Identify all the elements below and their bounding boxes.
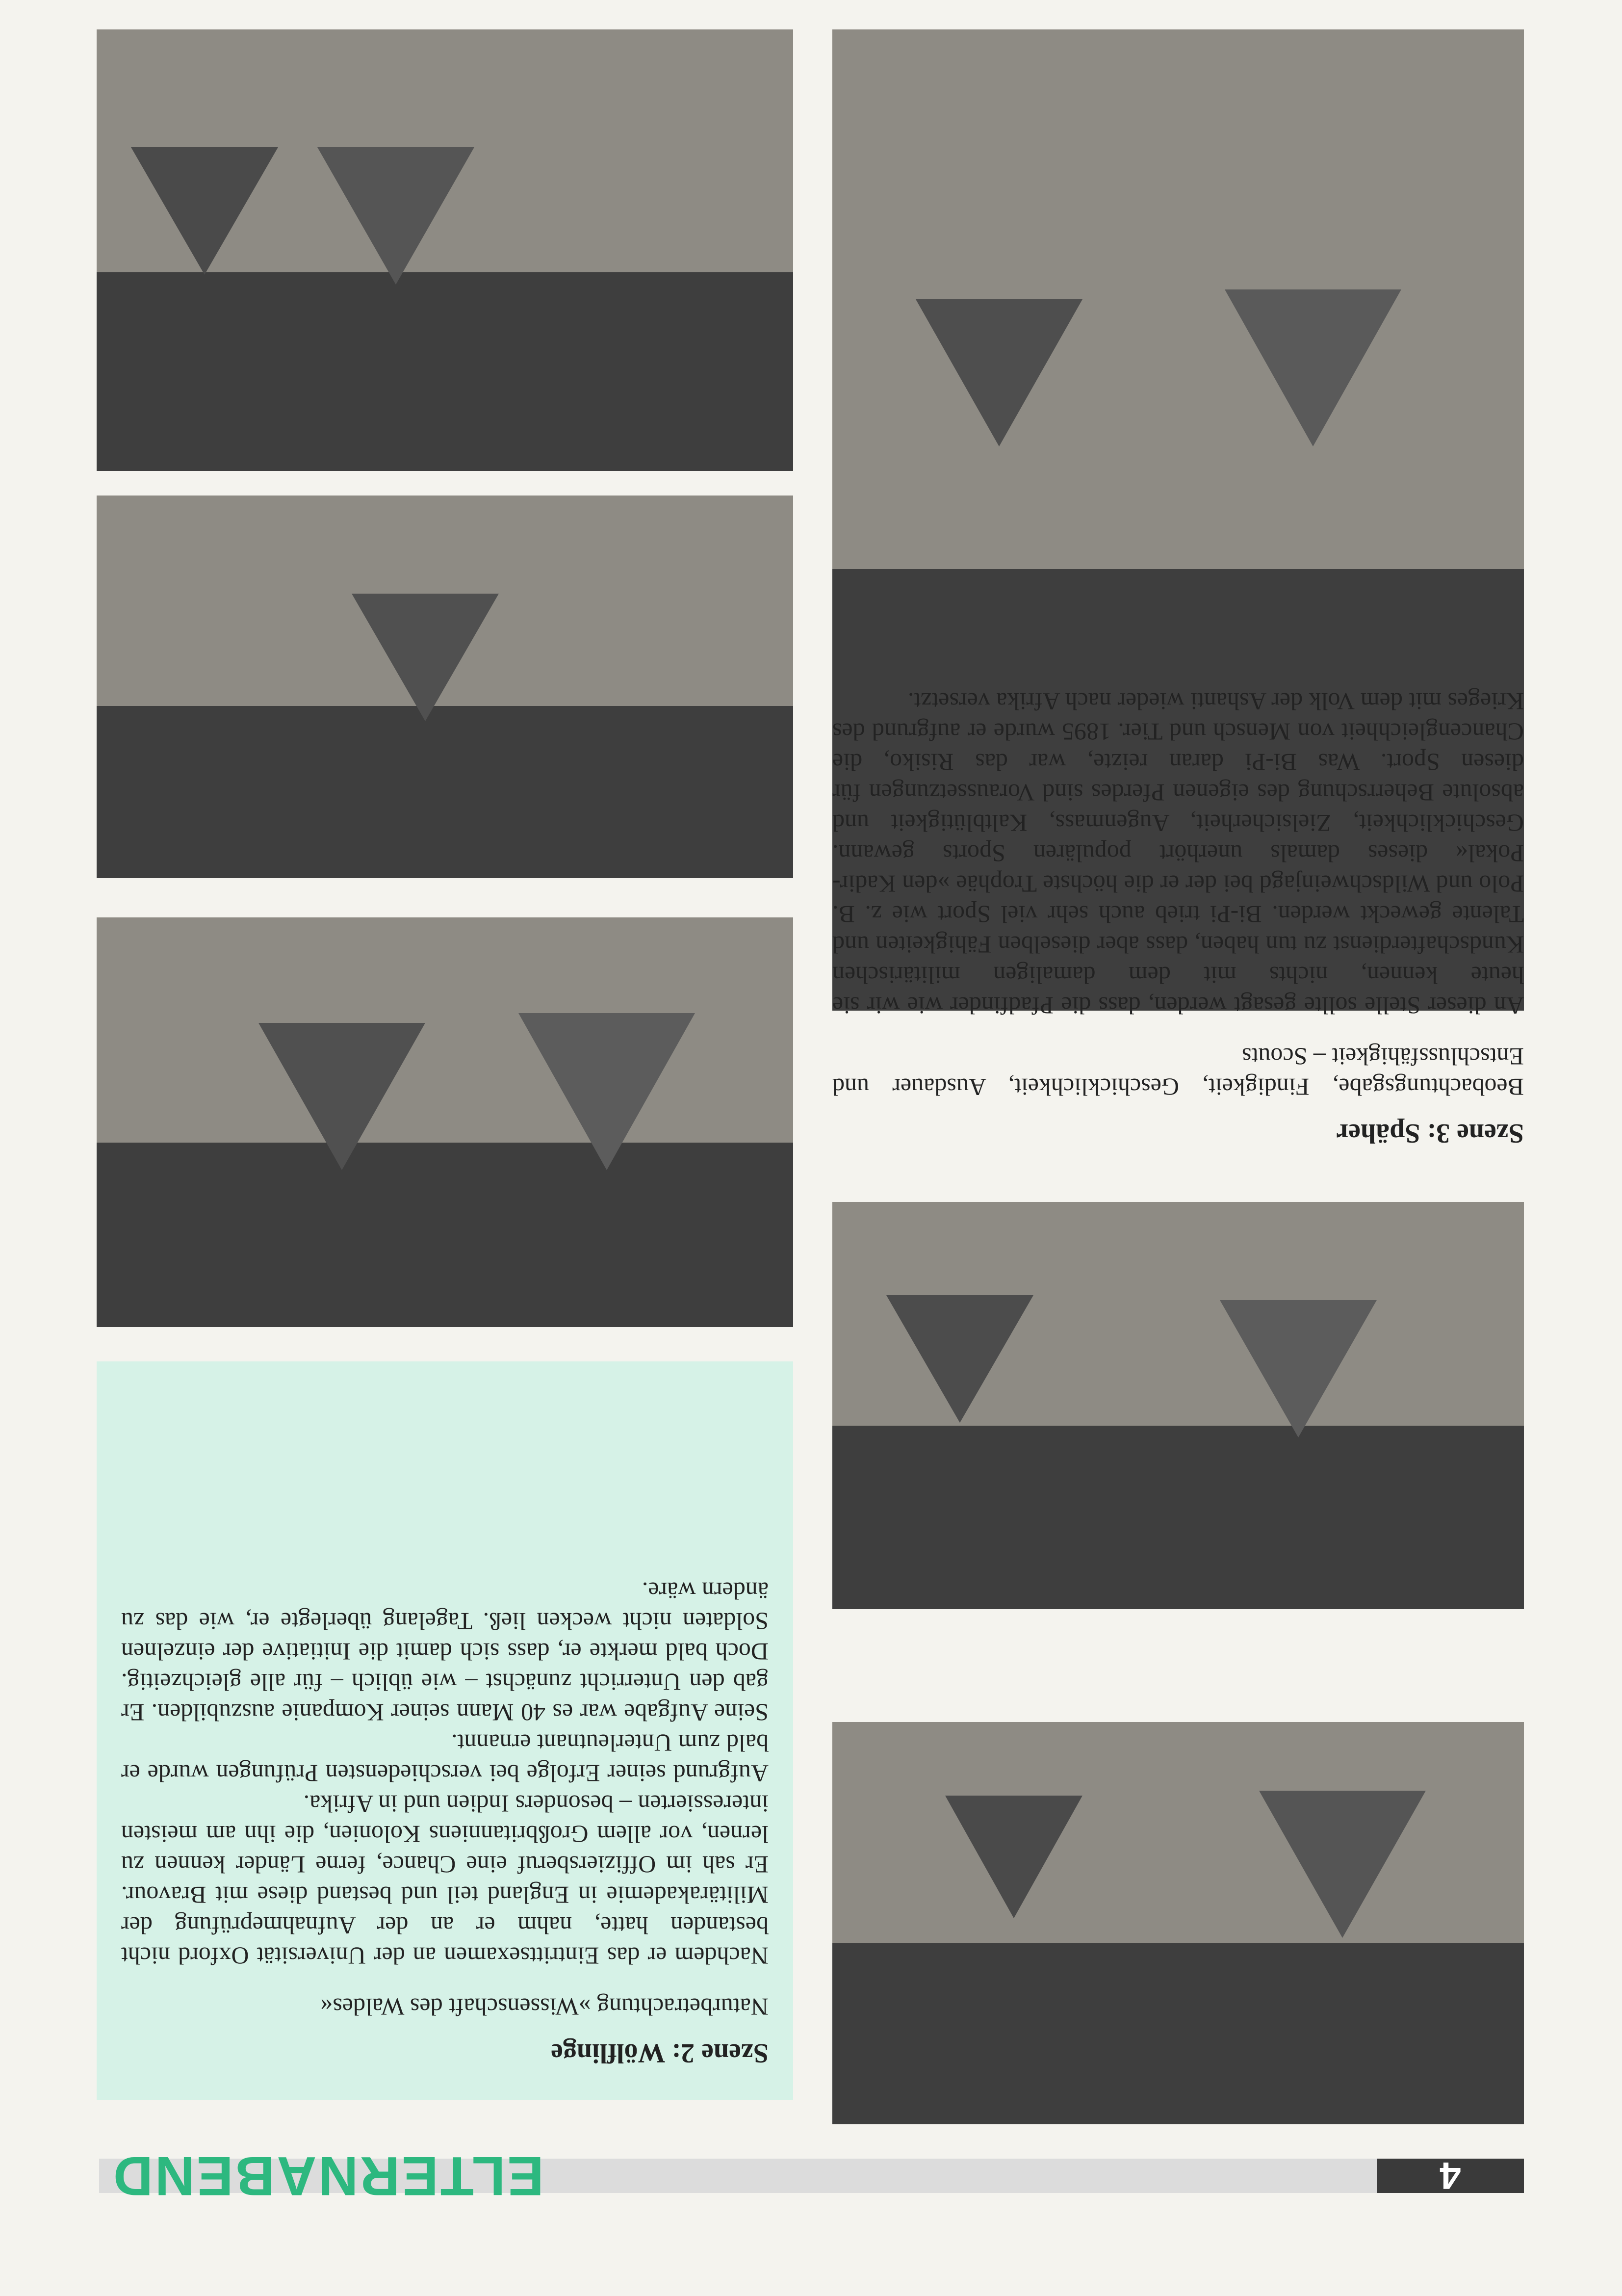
scene2-paragraph-2: Aufgrund seiner Erfolge bei verschiedensten Prüfungen wurde er bald zum Unterleutnant ernannt.	[121, 1729, 769, 1787]
scene3-text-block	[832, 522, 1524, 1150]
scene3-heading: Szene 3: Späher	[1336, 1118, 1524, 1148]
photo-scene-right-middle	[97, 496, 793, 878]
scene2-paragraph-3: Seine Aufgabe war es 40 Mann seiner Kompanie auszubilden. Er gab den Unterricht zunächst – wie üblich – für alle gleichzeitig. Doch bald merkte er, dass sich damit die Initiative der einzelnen Soldaten nicht wecken ließ. Tagelang überlegte er, wie das zu ändern wäre.	[121, 1577, 769, 1726]
page-number: 4	[1377, 2159, 1524, 2193]
photo-scene-right-top	[97, 917, 793, 1327]
scene2-text-block	[121, 1374, 769, 2070]
scene3-subtitle: Beobachtungsgabe, Findigkeit, Geschicklichkeit, Ausdauer und Entschlussfähigkeit – Scouts	[832, 1043, 1524, 1101]
section-title: ELTERNABEND	[111, 2145, 544, 2207]
scene2-heading: Szene 2: Wölflinge	[551, 2038, 769, 2068]
scene2-subtitle: Naturbetrachtung »Wissenschaft des Waldes«	[320, 1993, 769, 2021]
scene3-paragraph: An dieser Stelle sollte gesagt werden, dass die Pfadfinder wie wir sie heute kennen, nichts mit dem damaligen militärischen Kundschafterdienst zu tun haben, dass aber dieselben Fähigkeiten und Talente geweckt werden. Bi-Pi trieb auch sehr viel Sport wie z. B. Polo und Wildschweinjagd bei der er die höchste Trophäe »den Kadir-Pokal« dieses damals unerhört populären Sports gewann. Geschicklichkeit, Zielsicherheit, Augenmass, Kaltblütigkeit und absolute Beherrschung des eigenen Pferdes sind Voraussetzungen für diesen Sport. Was Bi-Pi daran reizte, war das Risiko, die Chancengleichheit von Mensch und Tier. 1895 wurde er aufgrund des Krieges mit dem Volk der Ashanti wieder nach Afrika versetzt.	[832, 688, 1524, 1019]
photo-scene-left-middle	[832, 1202, 1524, 1609]
photo-scene-left-top	[832, 1722, 1524, 2124]
photo-scene-right-bottom	[97, 29, 793, 471]
scene2-paragraph-1: Nachdem er das Eintrittsexamen an der Universität Oxford nicht bestanden hatte, nahm er an der Aufnahmeprüfung der Militärakademie in England teil und bestand diese mit Bravour. Er sah im Offiziersberuf eine Chance, ferne Länder kennen zu lernen, vor allem Großbritanniens Kolonien, die ihn am meisten interessierten – besonders Indien und in Afrika.	[121, 1790, 769, 1970]
